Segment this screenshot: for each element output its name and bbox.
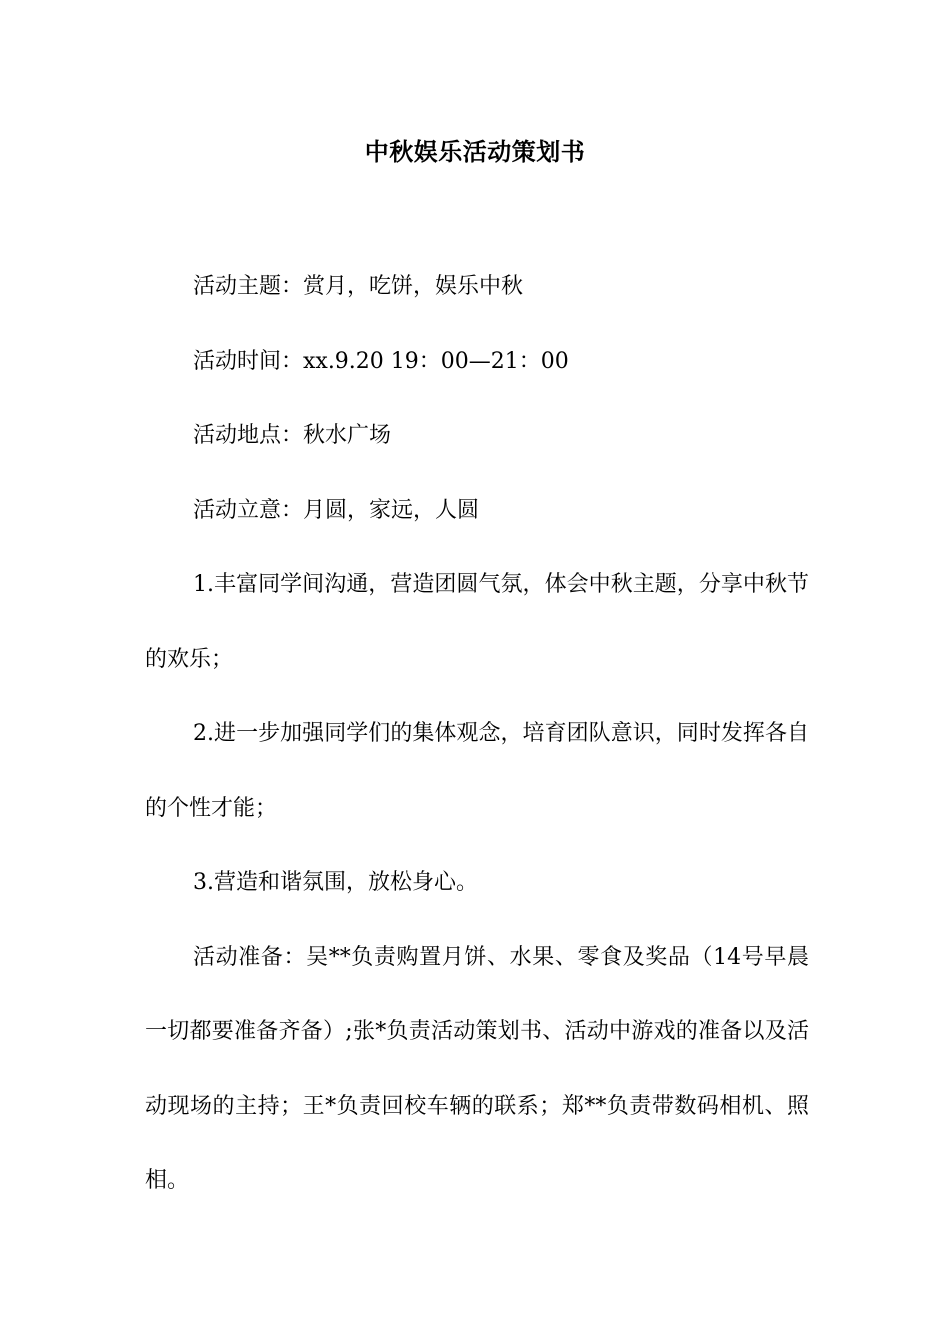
paragraph-item-3: 3.营造和谐氛围，放松身心。 (193, 870, 478, 895)
paragraph-time: 活动时间：xx.9.20 19：00—21：00 (193, 348, 569, 374)
paragraph-item-2: 2.进一步加强同学们的集体观念，培育团队意识，同时发挥各自的个性才能； (145, 721, 809, 821)
document-title: 中秋娱乐活动策划书 (364, 137, 586, 166)
paragraph-theme: 活动主题：赏月，吃饼，娱乐中秋 (193, 274, 524, 299)
paragraph-purpose: 活动立意：月圆，家远，人圆 (193, 497, 480, 523)
paragraph-location: 活动地点：秋水广场 (193, 423, 392, 448)
paragraph-preparation: 活动准备：吴**负责购置月饼、水果、零食及奖品（14号早晨一切都要准备齐备）;张*负责活动策划书、活动中游戏的准备以及活动现场的主持；王*负责回校车辆的联系；郑**负责带数码相机、照相。 (145, 944, 809, 1193)
document-body (145, 250, 809, 1219)
paragraph-item-1: 1.丰富同学间沟通，营造团圆气氛，体会中秋主题，分享中秋节的欢乐； (145, 572, 809, 672)
